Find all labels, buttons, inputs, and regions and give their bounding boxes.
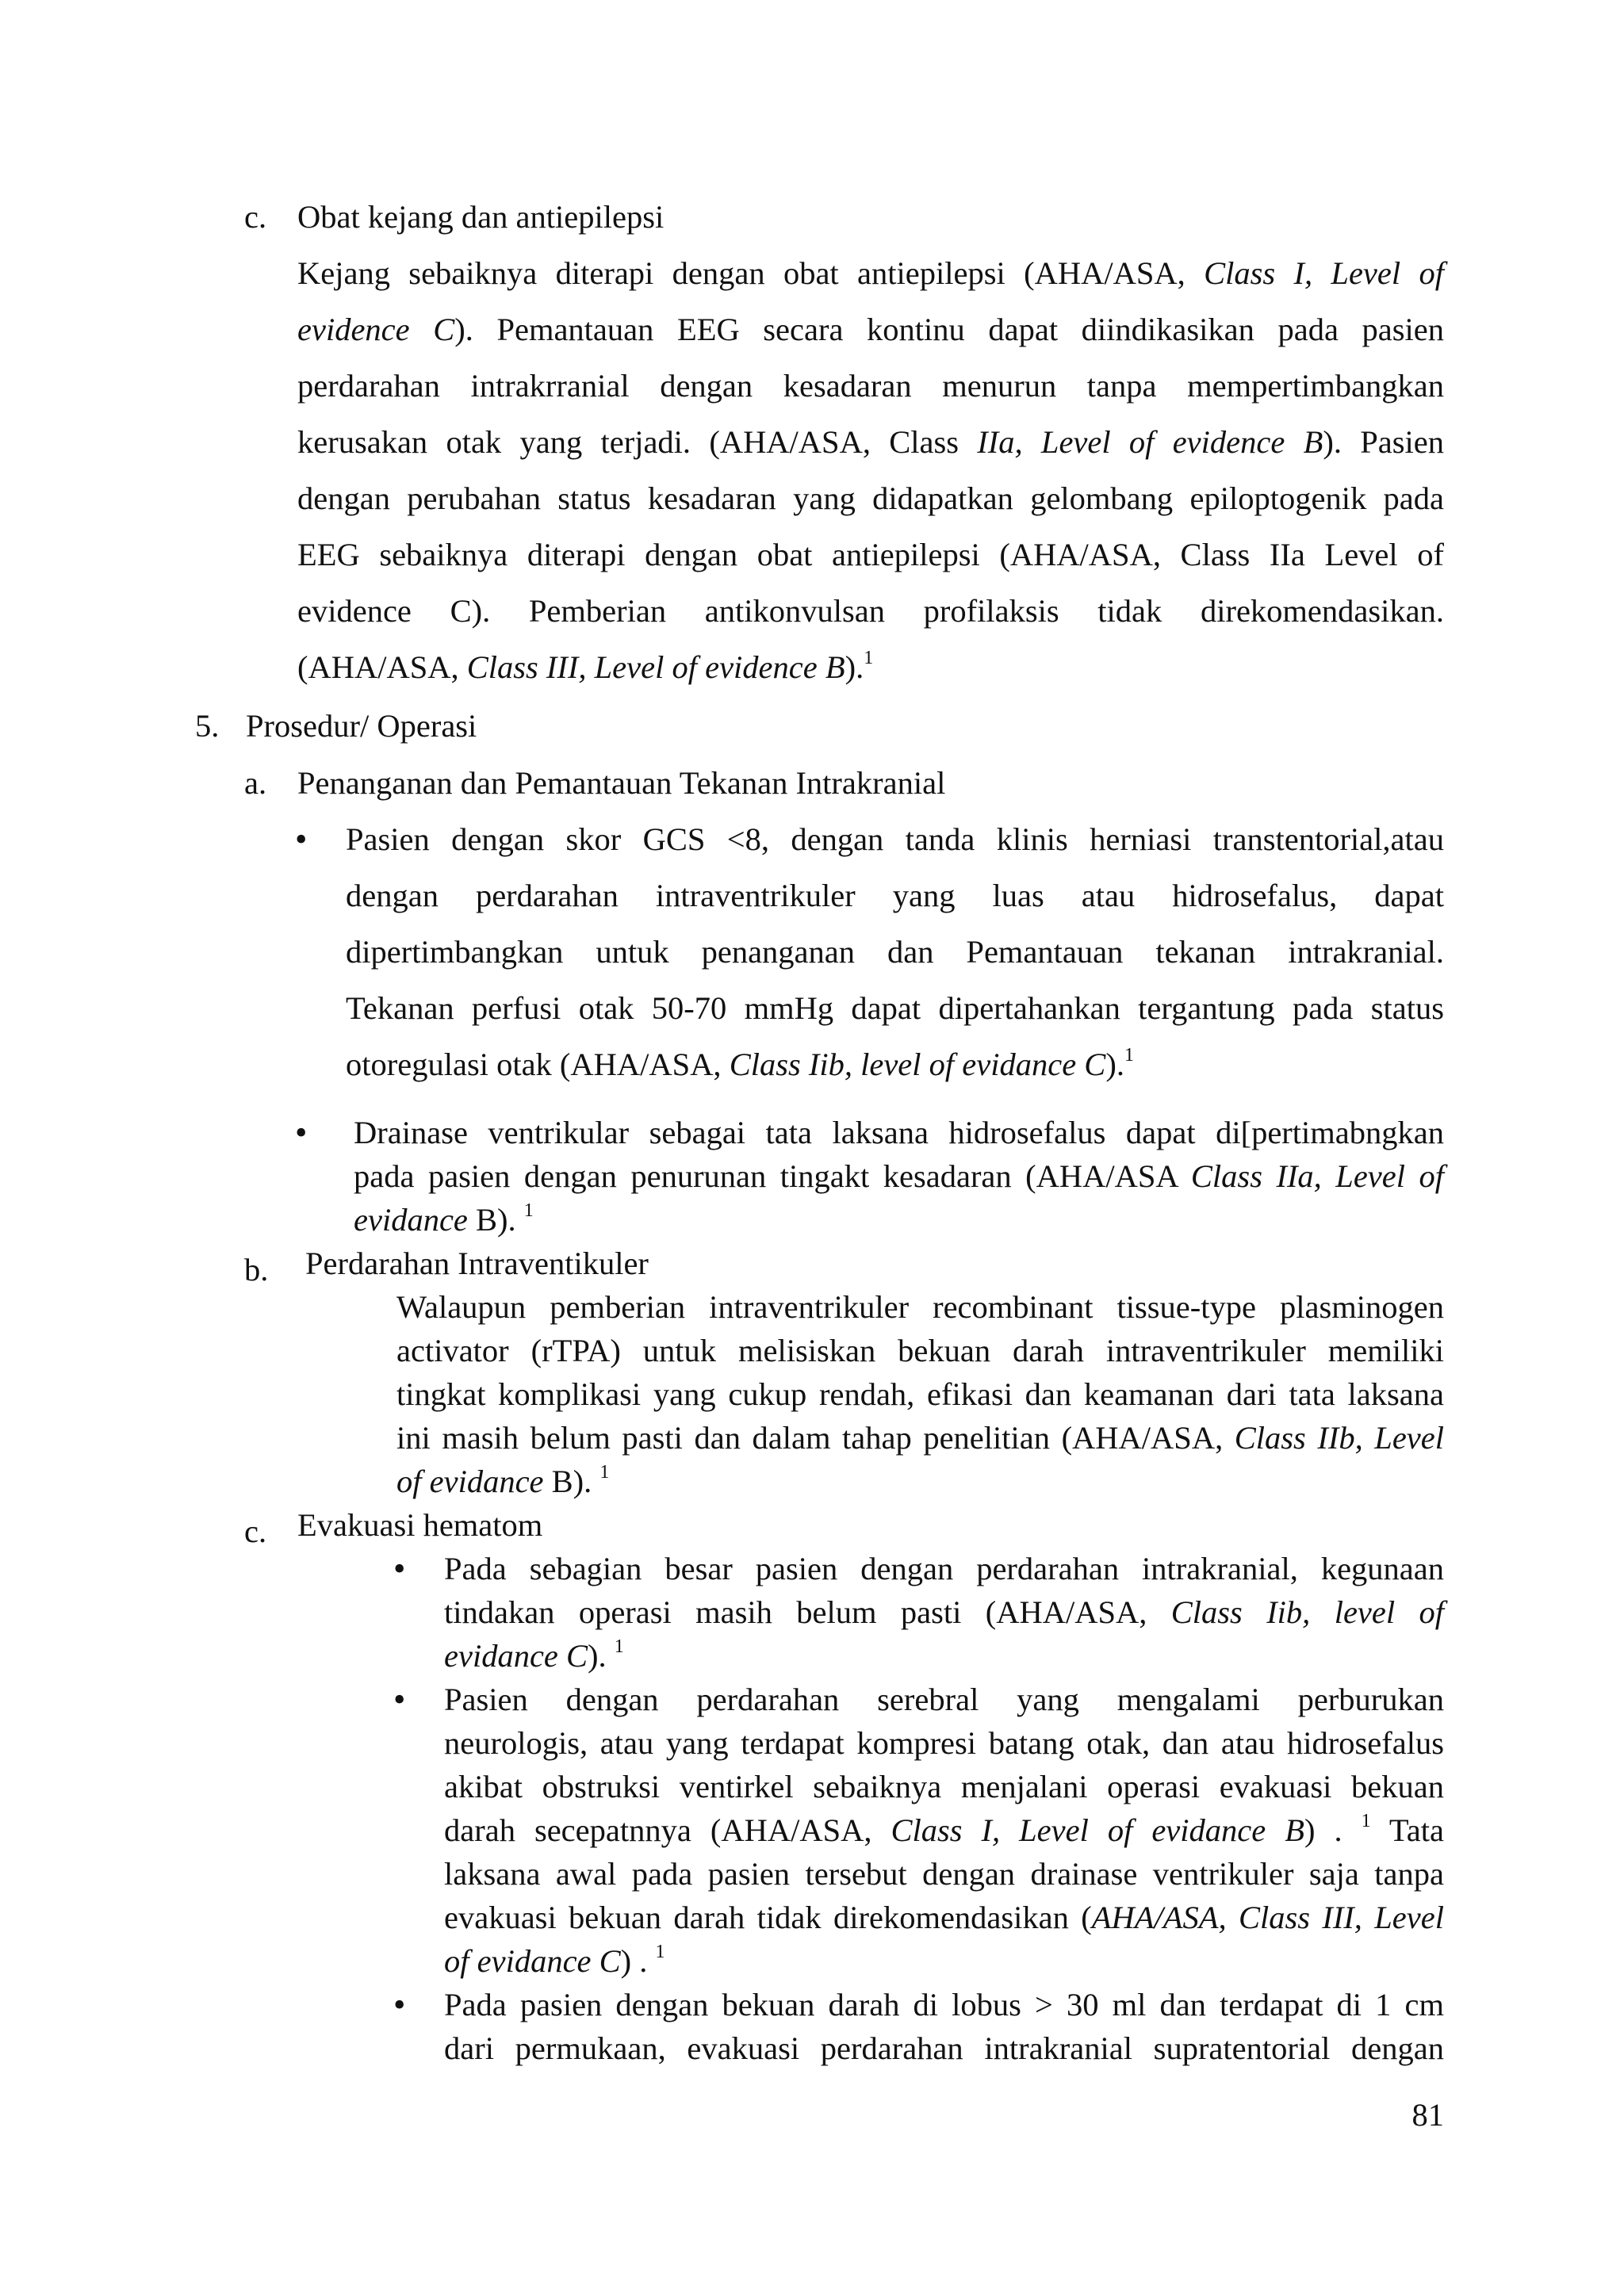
line: neurologis, atau yang terdapat kompresi batang otak, dan atau hidrosefalus: [444, 1725, 1444, 1761]
line: Pasien dengan perdarahan serebral yang mengalami perburukan: [444, 1682, 1444, 1717]
line: evidence C). Pemantauan EEG secara kontinu dapat diindikasikan pada pasien: [297, 312, 1444, 347]
line: EEG sebaiknya diterapi dengan obat antiepilepsi (AHA/ASA, Class IIa Level of: [297, 537, 1444, 572]
line: Drainase ventrikular sebagai tata laksana hidrosefalus dapat di[pertimabngkan: [354, 1115, 1444, 1150]
line: of evidance B). $^1$: [396, 1462, 610, 1499]
bullet-icon: •: [295, 1113, 308, 1152]
line: of evidance C) . $^1$: [444, 1942, 665, 1979]
line: Tekanan perfusi otak 50-70 mmHg dapat dipertahankan tergantung pada status: [346, 990, 1444, 1026]
line: (AHA/ASA, Class III, Level of evidence B).$^1$: [297, 648, 874, 685]
line: ini masih belum pasti dan dalam tahap penelitian (AHA/ASA, Class IIb, Level: [396, 1420, 1445, 1456]
bullet-icon: •: [393, 1985, 406, 2024]
bullet-icon: •: [393, 1549, 406, 1588]
section-5-label: 5.: [195, 708, 220, 744]
line: Kejang sebaiknya diterapi dengan obat antiepilepsi (AHA/ASA, Class I, Level of: [297, 255, 1444, 291]
subsection-b-paragraph: [396, 1285, 1444, 1503]
section-c1-heading: Obat kejang dan antiepilepsi: [297, 199, 665, 235]
subsection-c-item-1: [444, 1547, 1444, 1678]
subsection-b-heading: Perdarahan Intraventikuler: [305, 1246, 649, 1281]
line: tindakan operasi masih belum pasti (AHA/ASA, Class Iib, level of: [444, 1594, 1445, 1630]
line: activator (rTPA) untuk melisiskan bekuan darah intraventrikuler memiliki: [396, 1333, 1444, 1368]
line: Pada sebagian besar pasien dengan perdarahan intrakranial, kegunaan: [444, 1551, 1444, 1586]
subsection-a-heading: Penanganan dan Pemantauan Tekanan Intrakranial: [297, 765, 946, 801]
subsection-c-item-2: [444, 1678, 1444, 1983]
line: evidence C). Pemberian antikonvulsan profilaksis tidak direkomendasikan.: [297, 593, 1444, 629]
bullet-icon: •: [393, 1680, 406, 1719]
subsection-b-label: b.: [244, 1252, 269, 1288]
line: Pada pasien dengan bekuan darah di lobus > 30 ml dan terdapat di 1 cm: [444, 1987, 1444, 2022]
subsection-a-item-1: [346, 811, 1444, 1093]
line: laksana awal pada pasien tersebut dengan drainase ventrikuler saja tanpa: [444, 1856, 1444, 1892]
line: evakuasi bekuan darah tidak direkomendasikan (AHA/ASA, Class III, Level: [444, 1900, 1444, 1935]
bullet-icon: •: [295, 820, 308, 859]
line: dengan perubahan status kesadaran yang didapatkan gelombang epiloptogenik pada: [297, 480, 1444, 516]
line: kerusakan otak yang terjadi. (AHA/ASA, Class IIa, Level of evidence B). Pasien: [297, 424, 1444, 460]
line: tingkat komplikasi yang cukup rendah, efikasi dan keamanan dari tata laksana: [396, 1376, 1444, 1412]
line: Walaupun pemberian intraventrikuler recombinant tissue-type plasminogen: [396, 1289, 1444, 1325]
subsection-c-item-3: [444, 1983, 1444, 2070]
subsection-c-heading: Evakuasi hematom: [297, 1507, 543, 1543]
page-number: 81: [1411, 2097, 1444, 2133]
line: dipertimbangkan untuk penanganan dan Pemantauan tekanan intrakranial.: [346, 934, 1444, 970]
subsection-a-label: a.: [244, 765, 267, 801]
subsection-c-label: c.: [244, 1513, 267, 1549]
section-5-heading: Prosedur/ Operasi: [246, 708, 477, 744]
section-c1-label: c.: [244, 199, 267, 235]
line: dari permukaan, evakuasi perdarahan intrakranial supratentorial dengan: [444, 2030, 1444, 2066]
line: Pasien dengan skor GCS <8, dengan tanda klinis herniasi transtentorial,atau: [346, 821, 1444, 857]
line: pada pasien dengan penurunan tingakt kesadaran (AHA/ASA Class IIa, Level of: [354, 1158, 1444, 1194]
line: dengan perdarahan intraventrikuler yang luas atau hidrosefalus, dapat: [346, 878, 1444, 913]
line: darah secepatnnya (AHA/ASA, Class I, Level of evidance B) . $^1$ Tata: [444, 1811, 1444, 1848]
line: evidance B). $^1$: [354, 1200, 534, 1238]
line: perdarahan intrakrranial dengan kesadaran menurun tanpa mempertimbangkan: [297, 368, 1444, 404]
line: akibat obstruksi ventirkel sebaiknya menjalani operasi evakuasi bekuan: [444, 1769, 1444, 1804]
line: otoregulasi otak (AHA/ASA, Class Iib, level of evidance C).$^1$: [346, 1045, 1134, 1082]
subsection-a-item-2: [354, 1111, 1444, 1242]
section-c1-paragraph: [297, 245, 1444, 695]
line: evidance C). $^1$: [444, 1636, 624, 1674]
